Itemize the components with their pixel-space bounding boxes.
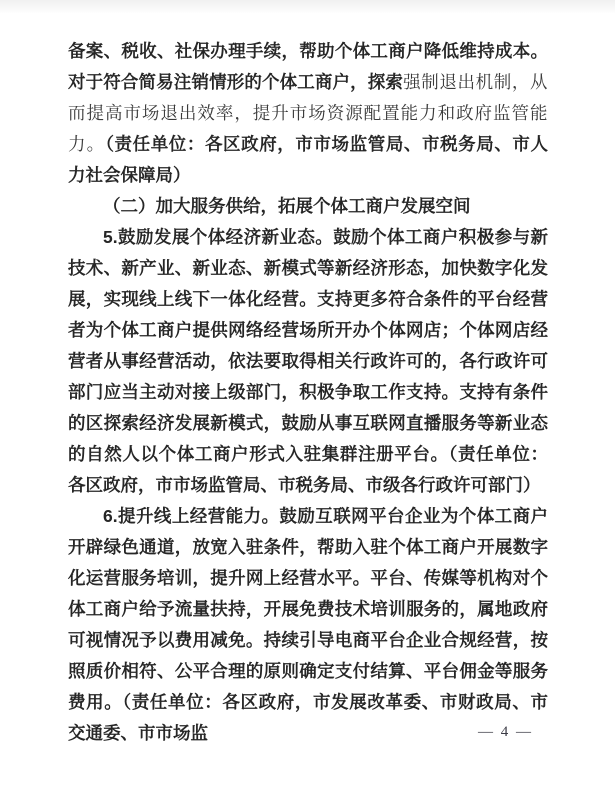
document-page-body <box>68 36 548 749</box>
paragraph-item-5: 5.鼓励发展个体经济新业态。鼓励个体工商户积极参与新技术、新产业、新业态、新模式等新经济形态，加快数字化发展，实现线上线下一体化经营。支持更多符合条件的平台经营者为个体工商户提供网络经营场所开办个体网店；个体网店经营者从事经营活动，依法要取得相关行政许可的，各行政许可部门应当主动对接上级部门，积极争取工作支持。支持有条件的区探索经济发展新模式，鼓励从事互联网直播服务等新业态的自然人以个体工商户形式入驻集群注册平台。（责任单位：各区政府，市市场监管局、市税务局、市级各行政许可部门） <box>68 227 548 495</box>
scan-edge-shadow <box>0 0 615 14</box>
page-number: — 4 — <box>478 724 533 740</box>
responsible-units-note: （责任单位：各区政府，市市场监管局、市税务局、市人力社会保障局） <box>68 134 549 185</box>
paragraph-continuation <box>68 36 548 191</box>
section-heading: （二）加大服务供给，拓展个体工商户发展空间 <box>103 196 471 216</box>
inserted-revision-text: 强制退出机制，从而提高市场退出效率，提升市场资源配置能力和政府监管能力。 <box>68 72 549 154</box>
paragraph-text: 备案、税收、社保办理手续，帮助个体工商户降低维持成本。对于符合简易注销情形的个体工商户，探索 <box>68 41 548 92</box>
paragraph-item-6: 6.提升线上经营能力。鼓励互联网平台企业为个体工商户开辟绿色通道，放宽入驻条件，帮助入驻个体工商户开展数字化运营服务培训，提升网上经营水平。平台、传媒等机构对个体工商户给予流量扶持，开展免费技术培训服务的，属地政府可视情况予以费用减免。持续引导电商平台企业合规经营，按照质价相符、公平合理的原则确定支付结算、平台佣金等服务费用。（责任单位：各区政府，市发展改革委、市财政局、市交通委、市市场监 <box>68 506 548 743</box>
